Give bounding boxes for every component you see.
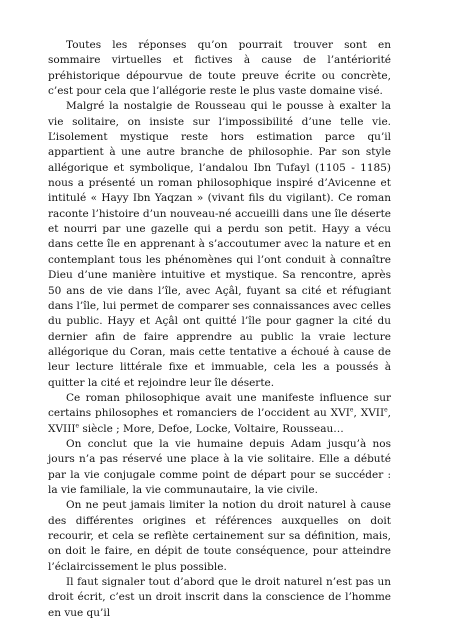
paragraph-4: On conclut que la vie humaine depuis Adam jusqu’à nos jours n’a pas réservé une place à la vie solitaire. Elle a débuté par la vie conjugale comme point de départ pour se succéder : la vie familiale, la vie communautaire, la vie civile. [48,437,391,496]
superscript-e: e [349,406,354,414]
body-text [48,38,391,621]
paragraph-3 [48,391,391,437]
paragraph-3-text: Ce roman philosophique avait une manifeste influence sur certains philosophes et romanciers de l’occident au XVI [48,391,391,420]
paragraph-3-text: siècle ; More, Defoe, Locke, Voltaire, Rousseau… [79,422,344,435]
paragraph-3-text: , XVIII [48,407,391,435]
paragraph-6: Il faut signaler tout d’abord que le droit naturel n’est pas un droit écrit, c’est un droit inscrit dans la conscience de l’homme en vue qu’il [48,576,391,619]
paragraph-5: On ne peut jamais limiter la notion du droit naturel à cause des différentes origines et références auxquelles on doit recourir, et cela se reflète certainement sur sa définition, mais, on doit le faire, en dépit de toute conséquence, pour atteindre l’éclaircissement le plus possible. [48,499,391,573]
superscript-e: e [75,422,80,430]
superscript-e: e [384,406,388,414]
paragraph-1: Toutes les réponses qu’on pourrait trouver sont en sommaire virtuelles et fictives à cause de l’antériorité préhistorique dépourvue de toute preuve écrite ou concrète, c’est pour cela que l’allégorie reste le plus vaste domaine visé. [48,39,391,98]
paragraph-2: Malgré la nostalgie de Rousseau qui le pousse à exalter la vie solitaire, on insiste sur l’impossibilité d’une telle vie. L’isolement mystique reste hors estimation parce qu’il appartient à une autre branche de philosophie. Par son style allégorique et symbolique, l’andalou Ibn Tufayl (1105 - 1185) nous a présenté un roman philosophique inspiré d’Avicenne et intitulé « Hayy Ibn Yaqzan » (vivant fils du vigilant). Ce roman raconte l’histoire d’un nouveau-né accueilli dans une île déserte et nourri par une gazelle qui a perdu son petit. Hayy a vécu dans cette île en apprenant à s’accoutumer avec la nature et en contemplant tous les phénomènes qui l’ont conduit à connaître Dieu d’une manière intuitive et mystique. Sa rencontre, après 50 ans de vie dans l’île, avec Açâl, fuyant sa cité et réfugiant dans l’île, lui permet de comparer ses connaissances avec celles du public. Hayy et Açâl ont quitté l’île pour gagner la cité du dernier afin de faire apprendre au public la vraie lecture allégorique du Coran, mais cette tentative a échoué à cause de leur lecture littérale fixe et immuable, cela les a poussés à quitter la cité et rejoindre leur île déserte. [48,100,391,389]
paragraph-3-text: , XVII [353,407,385,420]
